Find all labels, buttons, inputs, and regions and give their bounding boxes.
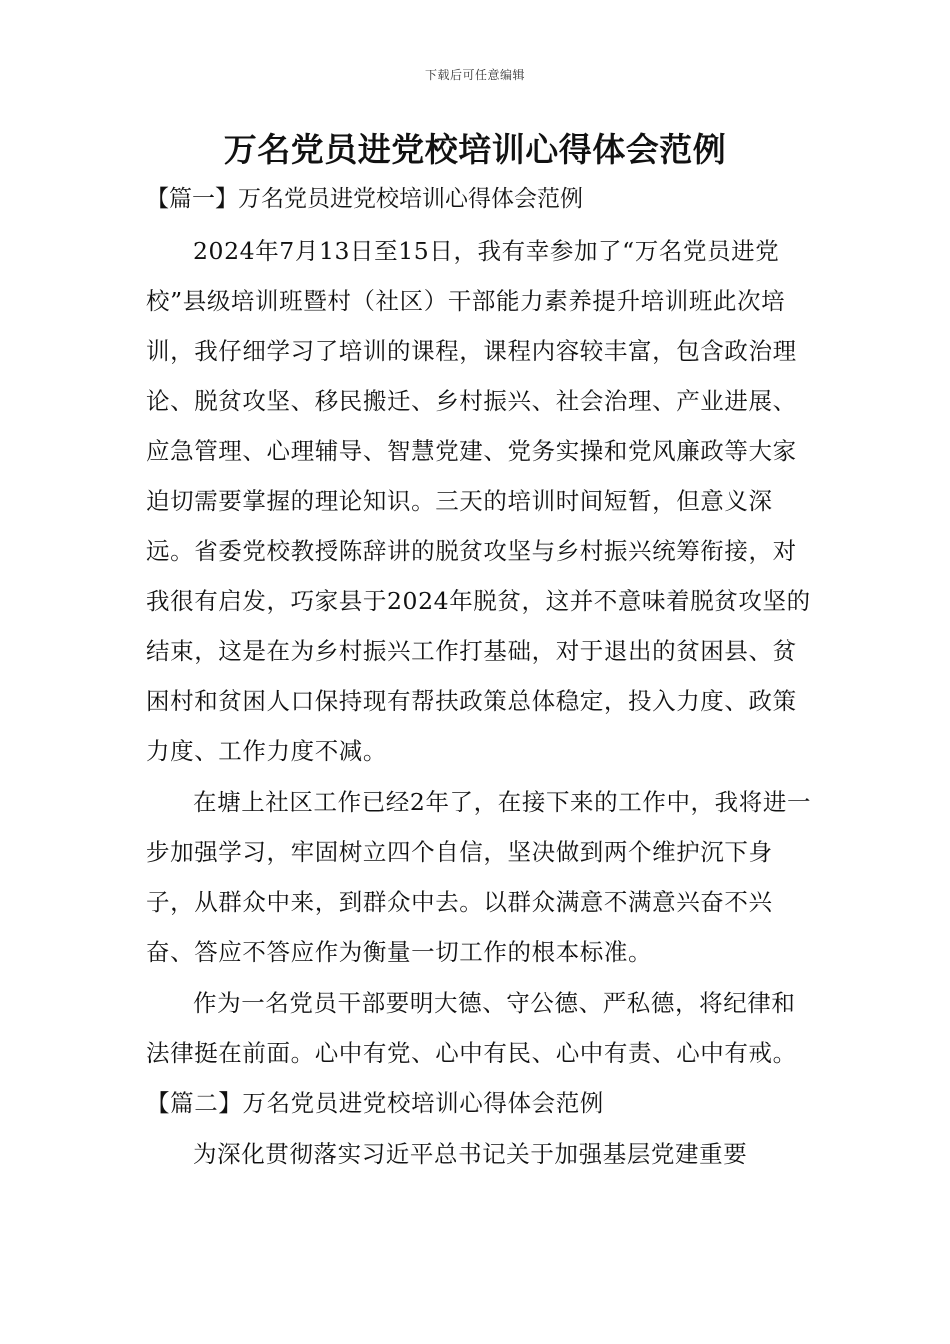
paragraph-3: 作为一名党员干部要明大德、守公德、严私德，将纪律和法律挺在前面。心中有党、心中有民、心中有责、心中有戒。【篇二】万名党员进党校培训心得体会范例 <box>146 989 797 1117</box>
paragraph-2: 在塘上社区工作已经2年了，在接下来的工作中，我将进一步加强学习，牢固树立四个自信，坚决做到两个维护沉下身子，从群众中来，到群众中去。以群众满意不满意兴奋不兴奋、答应不答应作为衡量一切工作的根本标准。 <box>146 788 812 966</box>
paragraph-1: 2024年7月13日至15日，我有幸参加了“万名党员进党校”县级培训班暨村（社区）干部能力素养提升培训班此次培训，我仔细学习了培训的课程，课程内容较丰富，包含政治理论、脱贫攻坚、移民搬迁、乡村振兴、社会治理、产业进展、应急管理、心理辅导、智慧党建、党务实操和党风廉政等大家迫切需要掌握的理论知识。三天的培训时间短暂，但意义深远。省委党校教授陈辞讲的脱贫攻坚与乡村振兴统筹衔接，对我很有启发，巧家县于2024年脱贫，这并不意味着脱贫攻坚的结束，这是在为乡村振兴工作打基础，对于退出的贫困县、贫困村和贫困人口保持现有帮扶政策总体稳定，投入力度、政策力度、工作力度不减。 <box>146 237 811 765</box>
section-one-heading: 【篇一】万名党员进党校培训心得体会范例 <box>146 186 583 212</box>
document-title: 万名党员进党校培训心得体会范例 <box>223 130 727 169</box>
paragraph-4: 为深化贯彻落实习近平总书记关于加强基层党建重要 <box>193 1140 748 1168</box>
page-header: 下载后可任意编辑 <box>424 68 525 82</box>
document-body <box>146 226 818 1180</box>
